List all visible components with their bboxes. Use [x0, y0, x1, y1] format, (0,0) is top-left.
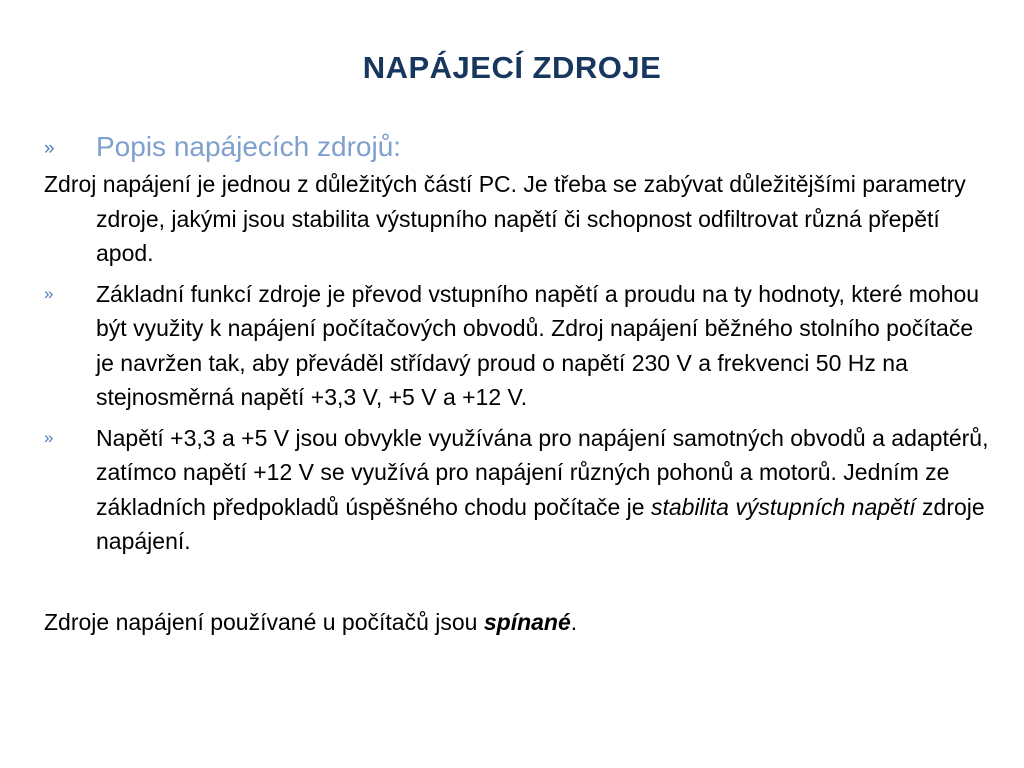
final-sentence: [44, 605, 994, 640]
slide-title: NAPÁJECÍ ZDROJE: [362, 50, 662, 85]
subheading-text: Popis napájecích zdrojů:: [96, 131, 402, 162]
bullet-icon: »: [44, 138, 55, 159]
bullet-item-voltages: [44, 421, 994, 559]
bullet-text-part1: Napětí +3,3 a +5 V jsou obvykle využívána pro napájení samotných obvodů a adaptérů, zatímco napětí +12 V se využívá pro napájení různých pohonů a motorů. Jedním ze základních předpokladů úspěšného chodu počítače je: [96, 424, 989, 520]
slide-content: [44, 127, 994, 639]
bullet-icon: »: [44, 283, 54, 303]
bullet-text-part2: zdroje napájení.: [96, 493, 985, 554]
bullet-text: Základní funkcí zdroje je převod vstupního napětí a proudu na ty hodnoty, které mohou být využity k napájení počítačových obvodů. Zdroj napájení běžného stolního počítače je navržen tak, aby převáděl střídavý proud o napětí 230 V a frekvenci 50 Hz na stejnosměrná napětí +3,3 V, +5 V a +12 V.: [96, 280, 980, 410]
bullet-item-conversion: [44, 277, 994, 415]
intro-paragraph: Zdroj napájení je jednou z důležitých částí PC. Je třeba se zabývat důležitějšími parametry zdroje, jakými jsou stabilita výstupního napětí či schopnost odfiltrovat různá přepětí apod.: [44, 171, 966, 266]
bullet-text-italic: stabilita výstupních napětí: [650, 493, 916, 520]
bullet-text: [96, 425, 988, 555]
final-suffix: .: [570, 608, 578, 635]
bullet-icon: »: [44, 427, 54, 447]
final-prefix: Zdroje napájení používané u počítačů jsou: [44, 608, 484, 635]
final-emphasis: spínané: [483, 608, 571, 635]
subheading: [44, 127, 994, 167]
